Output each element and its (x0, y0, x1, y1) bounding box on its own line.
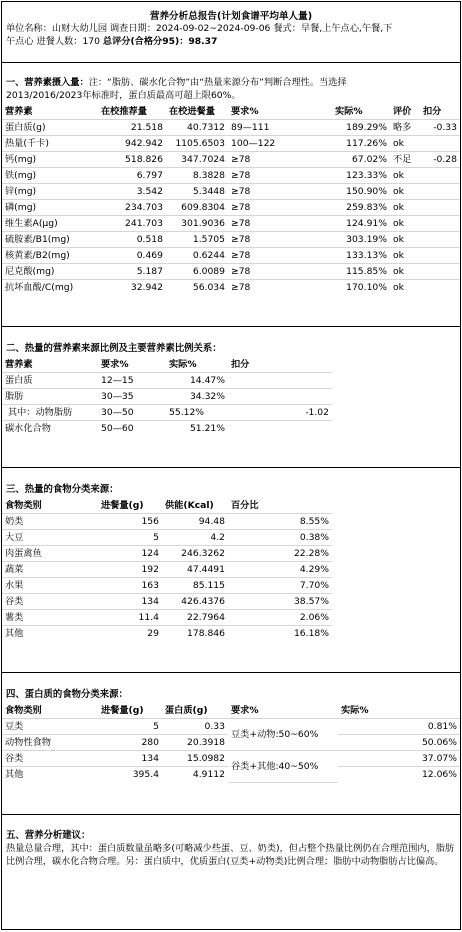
advice-text: 热量总量合理，其中：蛋白质数量虽略多(可略减少些蛋、豆、奶类)，但占整个热量比例仍在合理范围内，脂肪比例合理，碳水化合物合理。另：蛋白质中，优质蛋白(豆类+动物类)比例合理；脂肪中动物脂肪占比偏高。 (6, 842, 455, 867)
cell: 4.9112 (192, 769, 225, 780)
header-cell: 进餐量(g) (98, 703, 162, 719)
header-cell: 在校进餐量 (166, 104, 228, 120)
cell (420, 248, 460, 264)
cell: 抗坏血酸/C(mg) (5, 282, 74, 293)
header-cell: 要求% (98, 357, 166, 373)
cell (420, 184, 460, 200)
section-3-title: 三、热量的食物分类来源： (6, 484, 119, 495)
cell: 124.91% (332, 216, 390, 232)
header-cell: 评价 (390, 104, 420, 120)
section-1-note-2: 2013/2016/2023年标准时，蛋白质最高可超上限60%。 (6, 89, 241, 101)
table-row (2, 200, 460, 216)
total-score: 总评分(合格分95)：98.37 (102, 36, 218, 47)
cell: 12.06% (421, 769, 457, 780)
cell: 5.3448 (166, 184, 228, 200)
table-header (2, 498, 332, 514)
cell: ≥78 (228, 264, 332, 280)
cell: 11.4 (98, 610, 162, 626)
cell: 32.942 (130, 282, 163, 293)
header-cell: 食物类别 (2, 498, 98, 514)
info-line-1: 单位名称：山财大幼儿园 调查日期：2024-09-02~2024-09-06 餐式：早餐,上午点心,午餐,下 (6, 23, 393, 34)
table-row (2, 578, 332, 594)
table-row (2, 168, 460, 184)
cell: 水果 (2, 578, 98, 594)
cell: 21.518 (98, 120, 166, 136)
cell: 123.33% (332, 168, 390, 184)
table-row (2, 530, 332, 546)
cell: 30—50 (98, 405, 166, 421)
cell: 241.703 (98, 216, 166, 232)
cell: 3.542 (98, 184, 166, 200)
report-sheet (1, 1, 461, 930)
cell (228, 373, 332, 389)
report-title: 营养分析总报告(计划食谱平均单人量) (149, 11, 313, 22)
cell: ok (390, 232, 420, 248)
cell: 豆类 (2, 719, 98, 735)
cell: 34.32% (166, 389, 228, 405)
cell: ≥78 (228, 200, 332, 216)
cell: 大豆 (2, 530, 98, 546)
cell (420, 216, 460, 232)
cell: 124 (98, 546, 162, 562)
cell (420, 200, 460, 216)
cell: 22.28% (228, 546, 332, 562)
section-4-title: 四、蛋白质的食物分类来源： (6, 689, 128, 700)
cell: 略多 (390, 120, 420, 136)
cell: 85.115 (162, 578, 228, 594)
cell (420, 264, 460, 280)
cell: 234.703 (98, 200, 166, 216)
cell: ok (390, 136, 420, 152)
cell: ≥78 (228, 168, 332, 184)
cell: ≥78 (228, 216, 332, 232)
info-line-2 (6, 35, 456, 48)
cell: 其中：动物脂肪 (2, 405, 98, 421)
cell: 6.797 (98, 168, 166, 184)
section-1-title-line (6, 77, 456, 90)
cell: 薯类 (2, 610, 98, 626)
cell: ≥78 (228, 152, 332, 168)
cell: 14.47% (166, 373, 228, 389)
header-cell: 扣分 (228, 357, 332, 373)
table-row (2, 248, 460, 264)
cell: 30—35 (98, 389, 166, 405)
cell: 280 (98, 735, 162, 751)
section-1-note-1: 注：“脂肪、碳水化合物”由“热量来源分布”判断合理性。当选择 (88, 77, 347, 88)
table-row (2, 610, 332, 626)
header-cell: 实际% (166, 357, 228, 373)
table-row (2, 216, 460, 232)
cell: 蔬菜 (2, 562, 98, 578)
table-row (2, 280, 460, 296)
cell: -0.28 (420, 152, 460, 168)
cell: 134 (98, 751, 162, 767)
cell: 锌(mg) (2, 184, 98, 200)
table-header (2, 703, 460, 719)
table-row (2, 719, 460, 735)
cell: ok (393, 282, 404, 293)
cell: ok (390, 264, 420, 280)
cell: 0.6244 (166, 248, 228, 264)
cell: 38.57% (228, 594, 332, 610)
cell: 1105.6503 (166, 136, 228, 152)
cell: 不足 (390, 152, 420, 168)
cell: 117.26% (332, 136, 390, 152)
header-cell: 实际% (338, 703, 460, 719)
table-row (2, 184, 460, 200)
cell (420, 168, 460, 184)
cell: 16.18% (293, 628, 329, 639)
table-header (2, 104, 460, 120)
requirement-cell: 谷类+其他:40~50% (228, 751, 338, 783)
cell: 518.826 (98, 152, 166, 168)
table-row (2, 264, 460, 280)
cell: 133.13% (332, 248, 390, 264)
cell: 134 (98, 594, 162, 610)
cell (420, 280, 460, 296)
cell: 37.07% (338, 751, 460, 767)
section-1-title: 一、营养素摄入量： (6, 77, 89, 88)
cell: 脂肪 (2, 389, 98, 405)
protein-source-table (2, 703, 460, 783)
cell: 12—15 (98, 373, 166, 389)
cell: 0.33 (162, 719, 228, 735)
cell: 609.8304 (166, 200, 228, 216)
cell: 4.2 (162, 530, 228, 546)
cell: 246.3262 (162, 546, 228, 562)
cell: 磷(mg) (2, 200, 98, 216)
cell (228, 389, 332, 405)
cell: 肉蛋禽鱼 (2, 546, 98, 562)
header-cell: 蛋白质(g) (162, 703, 228, 719)
cell: 5 (98, 719, 162, 735)
cell: ok (390, 168, 420, 184)
cell: 热量(千卡) (2, 136, 98, 152)
table-row (2, 152, 460, 168)
table-row (2, 594, 332, 610)
cell: 40.7312 (166, 120, 228, 136)
table-row (2, 373, 332, 389)
report-info (2, 22, 460, 48)
cell: 蛋白质(g) (2, 120, 98, 136)
section-2-title: 二、热量的营养素来源比例及主要营养素比例关系： (6, 343, 222, 354)
cell: 尼克酸(mg) (2, 264, 98, 280)
cell: 6.0089 (166, 264, 228, 280)
cell: ≥78 (228, 184, 332, 200)
cell: 1.5705 (166, 232, 228, 248)
header-cell: 营养素 (2, 104, 98, 120)
cell: 铁(mg) (2, 168, 98, 184)
cell: ok (390, 184, 420, 200)
cell: 蛋白质 (2, 373, 98, 389)
table-row (2, 514, 332, 530)
cell: 5 (98, 530, 162, 546)
cell: 303.19% (332, 232, 390, 248)
cell: 150.90% (332, 184, 390, 200)
cell: 170.10% (346, 282, 387, 293)
header-cell: 要求% (228, 703, 338, 719)
requirement-cell: 豆类+动物:50~60% (228, 719, 338, 751)
table-row (2, 232, 460, 248)
cell: 7.70% (228, 578, 332, 594)
header-cell: 供能(Kcal) (162, 498, 228, 514)
cell: 115.85% (332, 264, 390, 280)
table-row (2, 546, 332, 562)
cell: 0.469 (98, 248, 166, 264)
cell: 15.0982 (162, 751, 228, 767)
cell: 94.48 (162, 514, 228, 530)
cell: 动物性食物 (2, 735, 98, 751)
cell: 50.06% (338, 735, 460, 751)
header-cell: 实际% (332, 104, 390, 120)
header-cell: 营养素 (2, 357, 98, 373)
cell: 硫胺素/B1(mg) (2, 232, 98, 248)
info-line-2-text: 午点心 进餐人数：170 (6, 36, 103, 47)
table-row (2, 626, 332, 642)
table-row (2, 136, 460, 152)
table-row (2, 405, 332, 421)
cell: 100—122 (228, 136, 332, 152)
cell: 其他 (5, 628, 24, 639)
cell: 163 (98, 578, 162, 594)
cell: 29 (147, 628, 159, 639)
header-cell: 百分比 (228, 498, 332, 514)
cell: 55.12% (166, 405, 228, 421)
header-cell: 要求% (228, 104, 332, 120)
header-cell: 进餐量(g) (98, 498, 162, 514)
cell: 其他 (5, 769, 24, 780)
cell: 178.846 (187, 628, 225, 639)
cell: 维生素A(μg) (2, 216, 98, 232)
cell: 20.3918 (162, 735, 228, 751)
food-energy-table (2, 498, 332, 641)
cell: 谷类 (2, 751, 98, 767)
cell: ok (390, 248, 420, 264)
cell (420, 136, 460, 152)
table-row (2, 751, 460, 767)
table-row (2, 120, 460, 136)
cell: 22.7964 (162, 610, 228, 626)
cell (420, 232, 460, 248)
cell: 67.02% (332, 152, 390, 168)
cell: -1.02 (228, 405, 332, 421)
energy-source-table (2, 357, 332, 436)
cell: 301.9036 (166, 216, 228, 232)
cell: ok (390, 216, 420, 232)
cell: 5.187 (98, 264, 166, 280)
cell: 0.81% (338, 719, 460, 735)
cell: 奶类 (2, 514, 98, 530)
cell: 259.83% (332, 200, 390, 216)
cell: -0.33 (420, 120, 460, 136)
cell: 4.29% (228, 562, 332, 578)
cell: 谷类 (2, 594, 98, 610)
cell: 426.4376 (162, 594, 228, 610)
cell: 50—60 (101, 423, 134, 434)
cell: ≥78 (231, 282, 251, 293)
table-header (2, 357, 332, 373)
cell: 0.518 (98, 232, 166, 248)
cell: 8.55% (228, 514, 332, 530)
cell: 89—111 (228, 120, 332, 136)
cell: 钙(mg) (2, 152, 98, 168)
cell: 核黄素/B2(mg) (2, 248, 98, 264)
header-cell: 食物类别 (2, 703, 98, 719)
cell: 156 (98, 514, 162, 530)
table-row (2, 421, 332, 437)
cell: 51.21% (189, 423, 225, 434)
cell: ok (390, 200, 420, 216)
cell (228, 421, 332, 437)
section-1-intro (2, 77, 460, 102)
header-cell: 在校推荐量 (98, 104, 166, 120)
cell: 942.942 (98, 136, 166, 152)
header-cell: 扣分 (420, 104, 460, 120)
section-5-title: 五、营养分析建议： (6, 829, 91, 841)
cell: 0.38% (228, 530, 332, 546)
cell: ≥78 (228, 248, 332, 264)
cell: 2.06% (228, 610, 332, 626)
table-row (2, 562, 332, 578)
cell: 347.7024 (166, 152, 228, 168)
cell: ≥78 (228, 232, 332, 248)
cell: 碳水化合物 (5, 423, 51, 434)
cell: 8.3828 (166, 168, 228, 184)
cell: 192 (98, 562, 162, 578)
cell: 56.034 (192, 282, 225, 293)
cell: 189.29% (332, 120, 390, 136)
cell: 395.4 (132, 769, 159, 780)
cell: 47.4491 (162, 562, 228, 578)
nutrient-intake-table (2, 104, 460, 295)
table-row (2, 389, 332, 405)
